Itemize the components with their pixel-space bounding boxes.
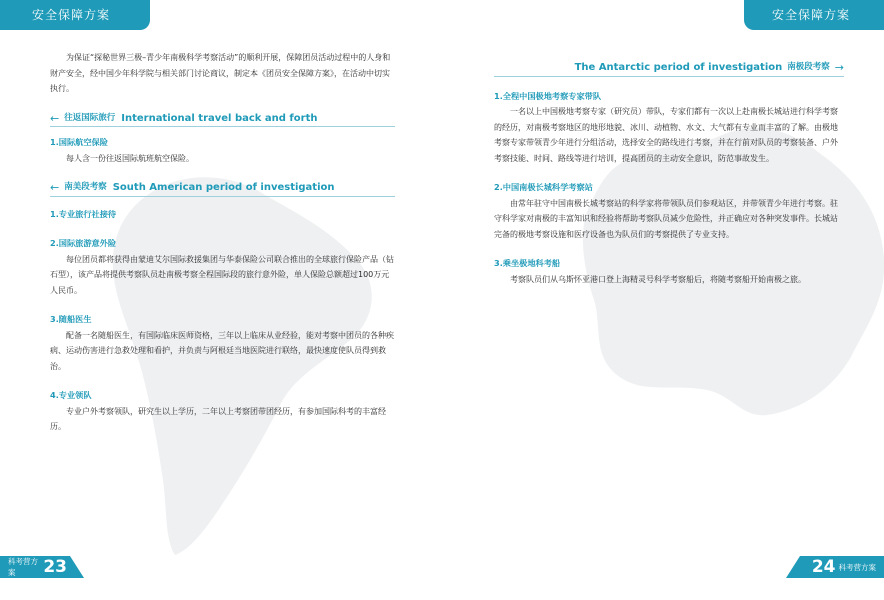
section-header-antarctic <box>494 60 844 76</box>
item-body: 一名以上中国极地考察专家（研究员）带队，专家们都有一次以上赴南极长城站进行科学考察的经历，对南极考察地区的地形地貌、冰川、动植物、水文、大气都有专业而丰富的了解。由极地考察专家带领青少年进行分组活动，选择安全的路线进行考察，并在行前对队员的考察装备、户外考察技能、时间、路线等进行培训，提高团员的主动安全意识，防范事故发生。 <box>494 107 838 163</box>
right-content <box>494 60 844 287</box>
arrow-left-icon: ← <box>50 111 60 125</box>
footer-label: 科考营方案 <box>8 557 38 577</box>
footer-right <box>800 556 884 578</box>
section-title-cn: 南美段考察 <box>64 182 107 192</box>
page-number: 24 <box>811 557 836 577</box>
footer-left <box>0 556 70 578</box>
section-header-international <box>50 111 395 127</box>
intro-paragraph: 为保证“探秘世界三极–青少年南极科学考察活动”的顺利开展，保障团员活动过程中的人身和财产安全，经中国少年科学院与相关部门讨论商议，制定本《团员安全保障方案》，在活动中切实执行。 <box>50 53 391 93</box>
footer-label: 科考营方案 <box>838 562 876 572</box>
item-body: 考察队员们从乌斯怀亚港口登上海精灵号科学考察船后，将随考察船开始南极之旅。 <box>510 274 806 284</box>
item-title: 4.专业领队 <box>50 390 92 400</box>
arrow-right-icon: → <box>834 61 844 74</box>
item-body: 配备一名随船医生，有国际临床医师资格，三年以上临床从业经验，能对考察中团员的各种疾病、运动伤害进行急救处理和看护，并负责与阿根廷当地医院进行联络，最快速度使队员得到救治。 <box>50 330 394 371</box>
section-title-en: International travel back and forth <box>121 112 318 124</box>
item-body: 每位团员都将获得由蒙迪艾尔国际救援集团与华泰保险公司联合推出的全球旅行保险产品（钻石型），该产品将提供考察队员赴南极考察全程国际段的旅行意外险，单人保险总额超过100万元人民币。 <box>50 254 394 295</box>
right-page <box>442 0 884 600</box>
section-title-cn: 往返国际旅行 <box>64 112 116 123</box>
page-header-left: 安全保障方案 <box>0 0 150 30</box>
item-title: 3.乘坐极地科考船 <box>494 258 561 268</box>
item-title: 1.国际航空保险 <box>50 137 108 147</box>
item-title: 3.随船医生 <box>50 314 92 324</box>
footer-notch <box>70 556 84 578</box>
item-title: 2.中国南极长城科学考察站 <box>494 182 593 192</box>
section-title-en: The Antarctic period of investigation <box>574 62 783 73</box>
section-title-en: South American period of investigation <box>112 182 335 193</box>
item-title: 1.专业旅行社接待 <box>50 208 117 219</box>
arrow-left-icon: ← <box>50 181 60 194</box>
page-number: 23 <box>43 557 67 577</box>
footer-notch <box>786 556 800 578</box>
left-content <box>50 50 395 435</box>
page-header-right: 安全保障方案 <box>744 0 884 30</box>
item-title: 1.全程中国极地考察专家带队 <box>494 90 602 101</box>
section-header-south-america <box>50 180 395 196</box>
section-title-cn: 南极段考察 <box>787 62 830 72</box>
item-title: 2.国际旅游意外险 <box>50 238 117 248</box>
item-body: 每人含一份往返国际航班航空保险。 <box>66 153 194 163</box>
item-body: 由常年驻守中国南极长城考察站的科学家将带领队员们参观站区，并带领青少年进行考察。驻守科学家对南极的丰富知识和经验将帮助考察队员减少危险性，并正确应对各种突发事件。长城站完备的极地考察设施和医疗设备也为队员们的考察提供了专业支持。 <box>494 198 838 239</box>
item-body: 专业户外考察领队，研究生以上学历，二年以上考察团带团经历，有参加国际科考的丰富经历。 <box>50 406 386 431</box>
